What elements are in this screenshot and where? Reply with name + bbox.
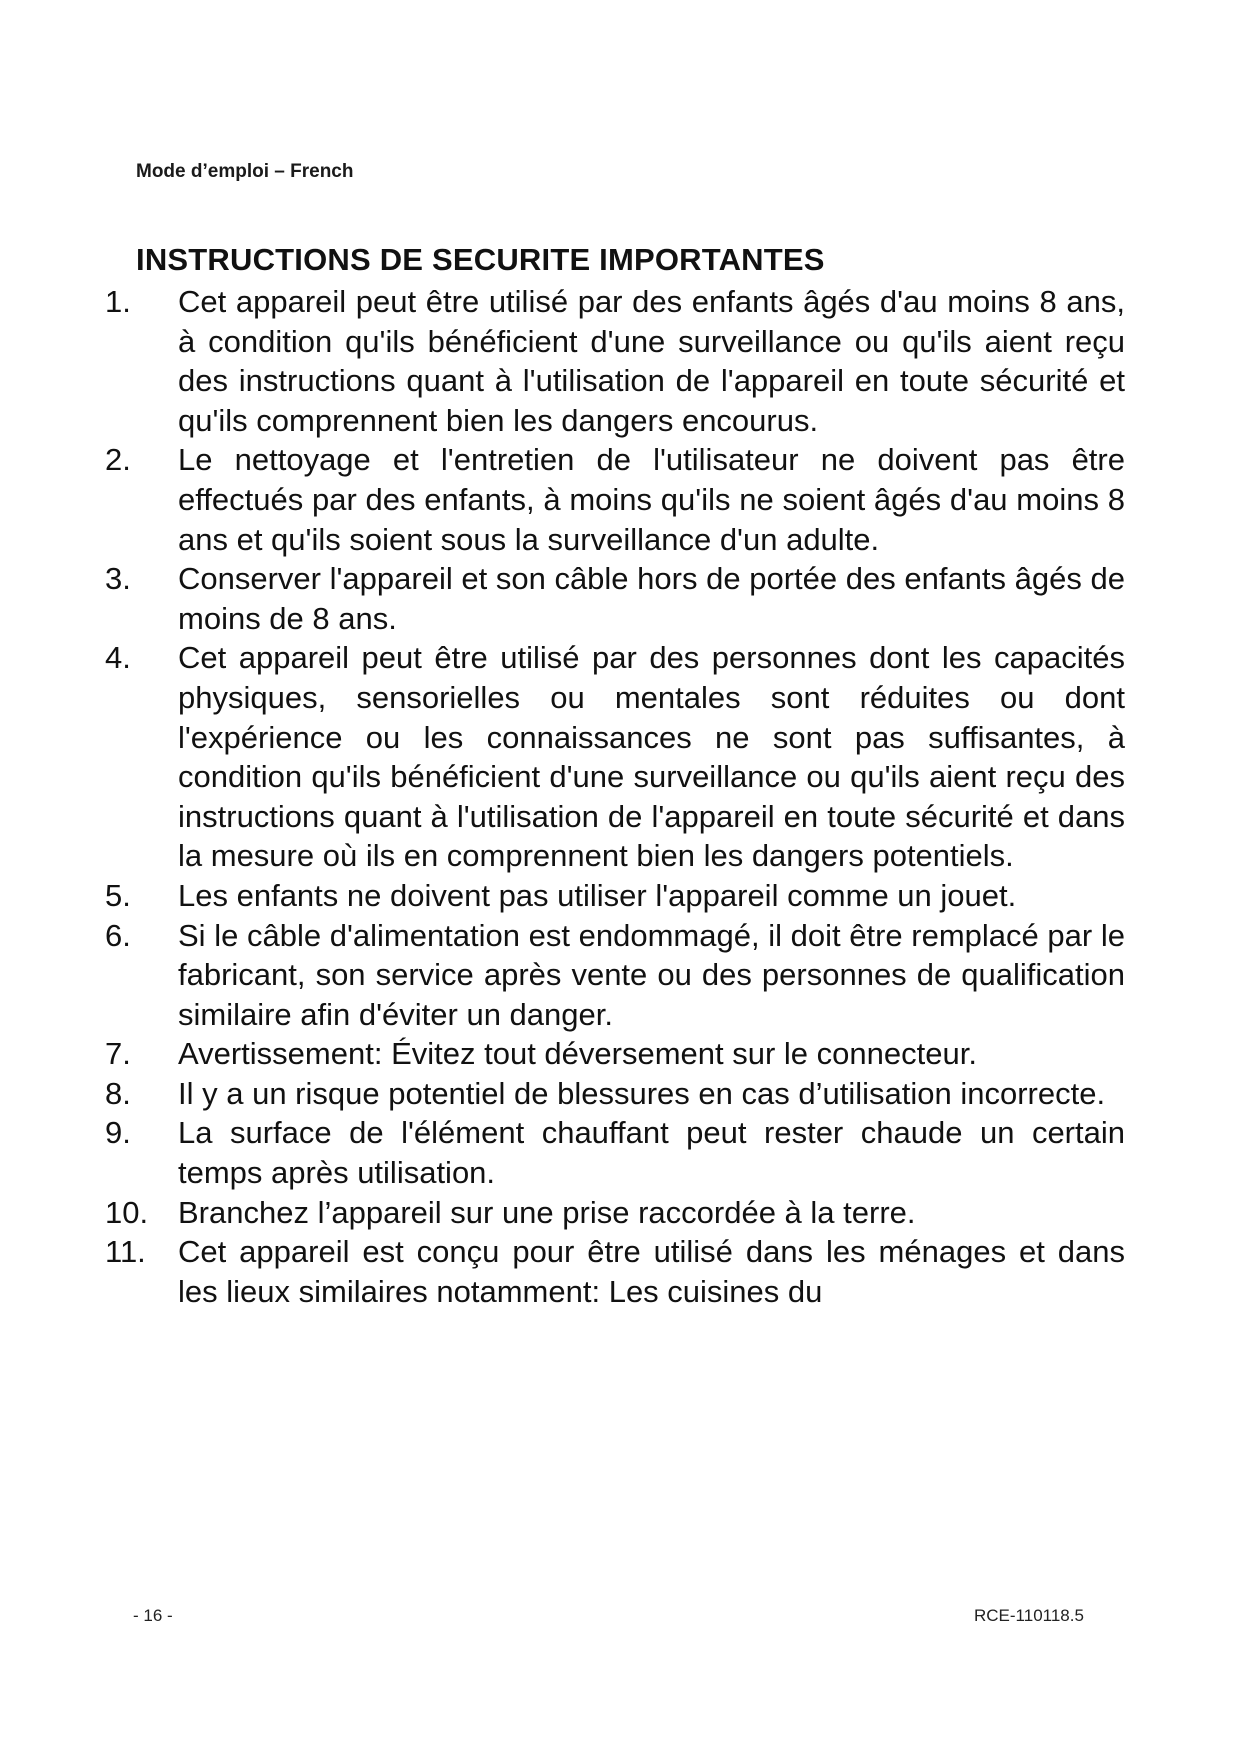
instruction-number: 10. <box>105 1194 149 1230</box>
instruction-item <box>105 440 1125 559</box>
instruction-number: 7. <box>105 1036 131 1072</box>
instruction-item <box>105 1113 1125 1192</box>
instruction-item <box>105 1193 1125 1233</box>
model-number: RCE-110118.5 <box>974 1606 1084 1625</box>
instruction-number: 11. <box>105 1234 146 1270</box>
instruction-number: 6. <box>105 917 131 953</box>
instruction-number: 8. <box>105 1075 131 1111</box>
instruction-item <box>105 1074 1125 1114</box>
instruction-number: 9. <box>105 1115 131 1151</box>
instruction-text: Cet appareil peut être utilisé par des enfants âgés d'au moins 8 ans, à condition qu'ils bénéficient d'une surveillance ou qu'ils aient reçu des instructions quant à l'utilisation de l'appareil en toute sécurité et qu'ils comprennent bien les dangers encourus. <box>178 284 1125 438</box>
instruction-text: La surface de l'élément chauffant peut rester chaude un certain temps après utilisation. <box>178 1115 1125 1191</box>
instruction-text: Cet appareil est conçu pour être utilisé dans les ménages et dans les lieux similaires notamment: Les cuisines du <box>178 1234 1125 1309</box>
instruction-item <box>105 1232 1125 1311</box>
instruction-text: Conserver l'appareil et son câble hors de portée des enfants âgés de moins de 8 ans. <box>178 561 1125 636</box>
instruction-text: Cet appareil peut être utilisé par des personnes dont les capacités physiques, sensorielles ou mentales sont réduites ou dont l'expérience ou les connaissances ne sont pas suffisantes, à condition qu'ils bénéficient d'une surveillance ou qu'ils aient reçu des instructions quant à l'utilisation de l'appareil en toute sécurité et dans la mesure où ils en comprennent bien les dangers potentiels. <box>178 640 1125 874</box>
instructions-list <box>105 282 1125 1311</box>
instruction-text: Avertissement: Évitez tout déversement sur le connecteur. <box>178 1036 977 1072</box>
section-title: INSTRUCTIONS DE SECURITE IMPORTANTES <box>136 242 825 277</box>
instruction-number: 4. <box>105 640 131 676</box>
instruction-number: 2. <box>105 442 131 478</box>
instruction-text: Si le câble d'alimentation est endommagé, il doit être remplacé par le fabricant, son service après vente ou des personnes de qualification similaire afin d'éviter un danger. <box>178 917 1125 1032</box>
instruction-number: 5. <box>105 877 131 913</box>
instruction-text: Il y a un risque potentiel de blessures en cas d’utilisation incorrecte. <box>178 1075 1106 1111</box>
instruction-item <box>105 1034 1125 1074</box>
instruction-number: 3. <box>105 561 131 597</box>
instruction-text: Le nettoyage et l'entretien de l'utilisateur ne doivent pas être effectués par des enfants, à moins qu'ils ne soient âgés d'au moins 8 ans et qu'ils soient sous la surveillance d'un adulte. <box>178 442 1125 557</box>
instruction-number: 1. <box>105 284 131 319</box>
instruction-text: Les enfants ne doivent pas utiliser l'appareil comme un jouet. <box>178 877 1017 913</box>
document-header: Mode d’emploi – French <box>136 161 354 182</box>
instruction-item <box>105 638 1125 876</box>
page-number: - 16 - <box>133 1606 173 1625</box>
instruction-item <box>105 916 1125 1035</box>
instruction-item <box>105 282 1125 440</box>
instruction-text: Branchez l’appareil sur une prise raccordée à la terre. <box>178 1194 916 1230</box>
instruction-item <box>105 876 1125 916</box>
instruction-item <box>105 559 1125 638</box>
